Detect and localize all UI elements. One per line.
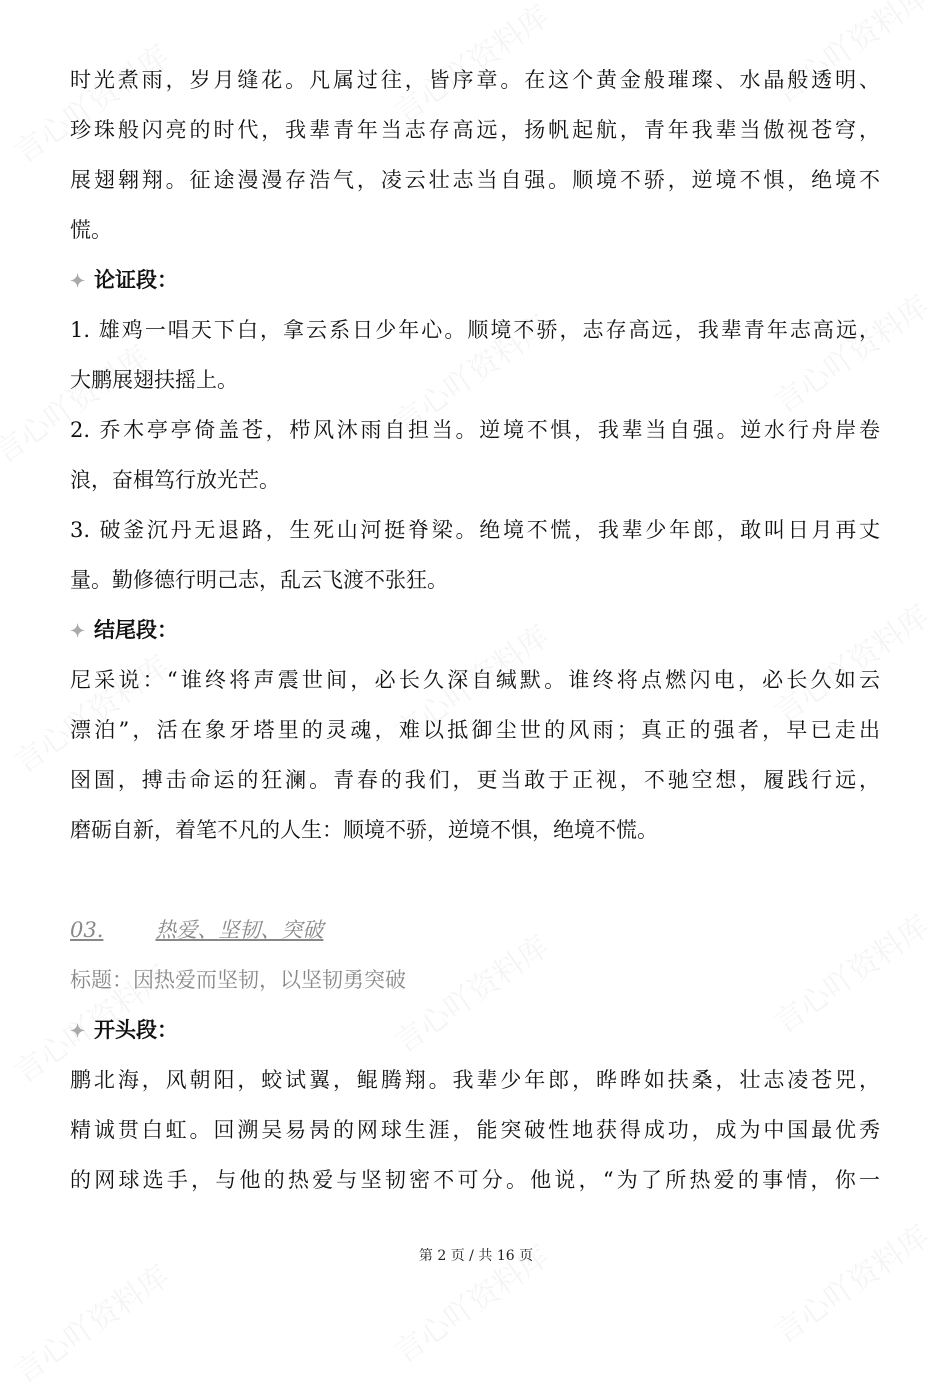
heading-text: 开头段： (94, 1017, 178, 1042)
document-body (70, 55, 880, 1205)
text-line: 的网球选手，与他的热爱与坚韧密不可分。他说，“为了所热爱的事情，你一 (70, 1168, 880, 1192)
watermark-text (4, 1252, 177, 1391)
text-line: 尼采说：“谁终将声震世间，必长久深自缄默。谁终将点燃闪电，必长久如云 (70, 668, 880, 692)
section-number: 03. (70, 918, 104, 942)
sparkle-icon: ✦ (70, 1021, 86, 1042)
text-line: 囹圄，搏击命运的狂澜。青春的我们，更当敢于正视，不驰空想，履践行远， (70, 768, 880, 792)
text-line: 漂泊”，活在象牙塔里的灵魂，难以抵御尘世的风雨；真正的强者，早已走出 (70, 718, 880, 742)
text-line: 量。勤修德行明己志，乱云飞渡不张狂。 (70, 568, 448, 592)
sparkle-icon: ✦ (70, 621, 86, 642)
section-heading (70, 605, 880, 655)
text-line: 磨砺自新，着笔不凡的人生：顺境不骄，逆境不惧，绝境不慌。 (70, 818, 658, 842)
section-heading (70, 1005, 880, 1055)
sparkle-icon: ✦ (70, 271, 86, 292)
text-line: 1. 雄鸡一唱天下白，拿云系日少年心。顺境不骄，志存高远，我辈青年志高远， (70, 318, 880, 342)
text-line: 3. 破釜沉丹无退路，生死山河挺脊梁。绝境不慌，我辈少年郎，敢叫日月再丈 (70, 518, 880, 542)
text-line: 2. 乔木亭亭倚盖苍，栉风沐雨自担当。逆境不惧，我辈当自强。逆水行舟岸卷 (70, 418, 880, 442)
text-line: 珍珠般闪亮的时代，我辈青年当志存高远，扬帆起航，青年我辈当傲视苍穹， (70, 118, 880, 142)
heading-text: 结尾段： (94, 617, 178, 642)
footer-prefix: 第 (418, 1248, 433, 1264)
footer-mid: 页 / 共 (450, 1248, 493, 1264)
essay-title-line: 标题：因热爱而坚韧，以坚韧勇突破 (70, 968, 406, 992)
footer-page-number: 2 (437, 1248, 447, 1264)
blank-line (70, 855, 880, 905)
heading-text: 论证段： (94, 267, 178, 292)
text-line: 鹏北海，风朝阳，蛟试翼，鲲腾翔。我辈少年郎，晔晔如扶桑，壮志凌苍兕， (70, 1068, 880, 1092)
text-line: 精诚贯白虹。回溯吴易昺的网球生涯，能突破性地获得成功，成为中国最优秀 (70, 1118, 880, 1142)
text-line: 大鹏展翅扶摇上。 (70, 368, 238, 392)
section-heading (70, 255, 880, 305)
watermark-text (764, 1212, 937, 1351)
page-footer (0, 1245, 952, 1265)
section-title-text: 热爱、坚韧、突破 (155, 918, 324, 942)
text-line: 浪，奋楫笃行放光芒。 (70, 468, 280, 492)
text-line: 展翅翱翔。征途漫漫存浩气，凌云壮志当自强。顺境不骄，逆境不惧，绝境不 (70, 168, 880, 192)
footer-total-pages: 16 (496, 1248, 515, 1264)
text-line: 时光煮雨，岁月缝花。凡属过往，皆序章。在这个黄金般璀璨、水晶般透明、 (70, 68, 880, 92)
essay-section-title (70, 905, 880, 955)
footer-suffix: 页 (519, 1248, 534, 1264)
text-line: 慌。 (70, 218, 112, 242)
